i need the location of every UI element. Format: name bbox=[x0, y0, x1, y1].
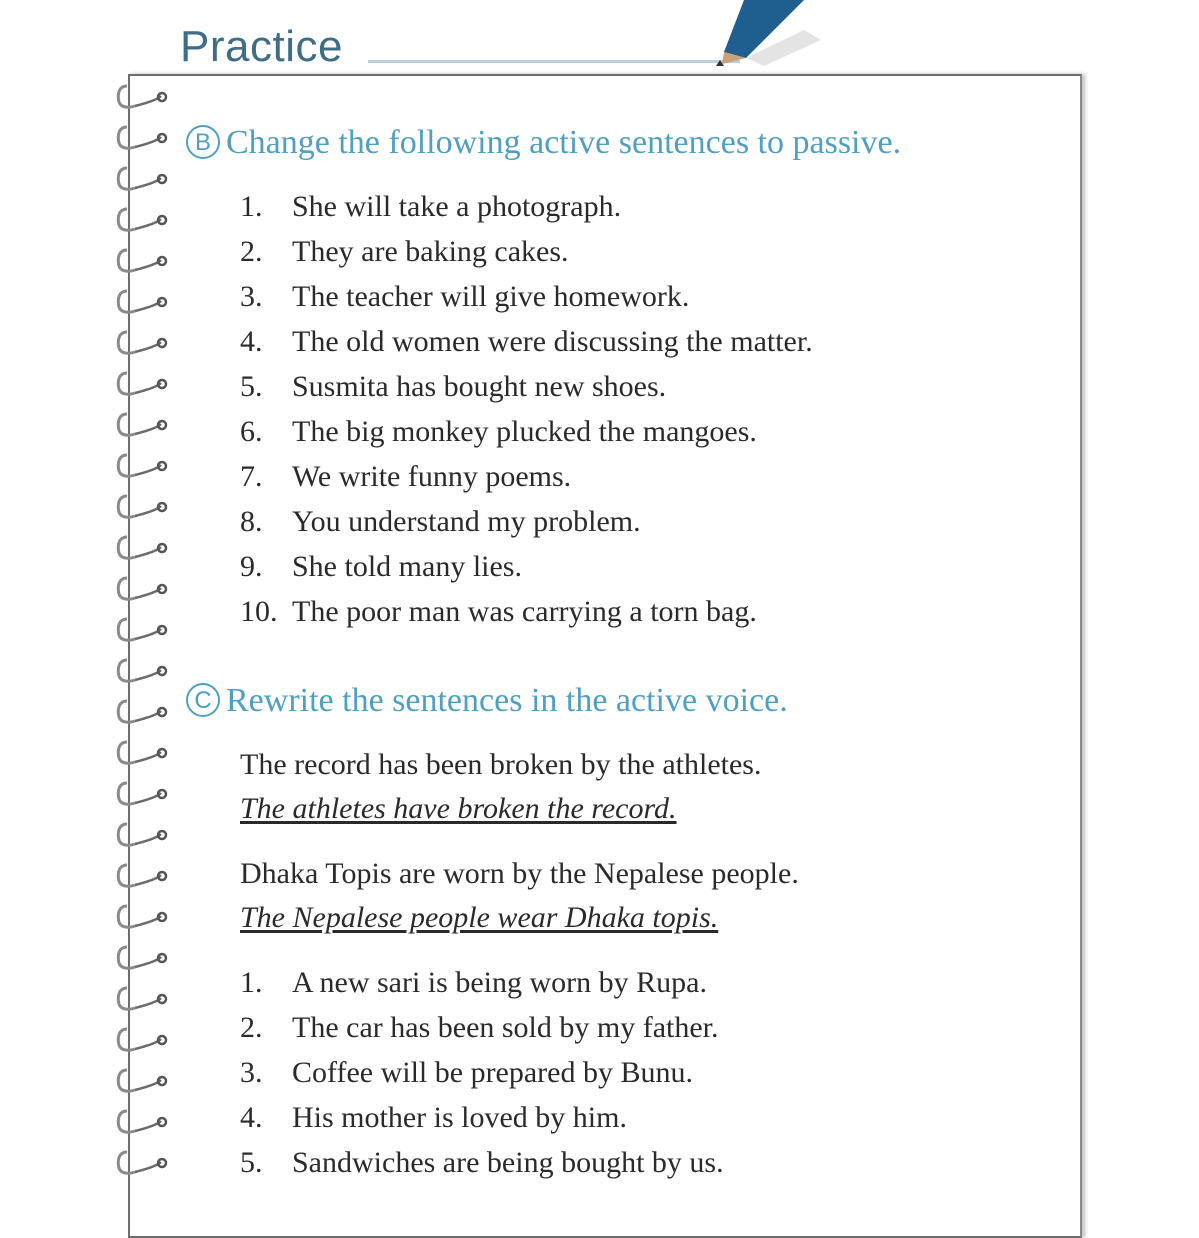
example-answer-2: The Nepalese people wear Dhaka topis. bbox=[240, 901, 719, 934]
section-b-badge: B bbox=[186, 125, 220, 159]
example-answer-1: The athletes have broken the record. bbox=[240, 792, 677, 825]
list-item: 8. You understand my problem. bbox=[240, 505, 641, 538]
list-item: 4. The old women were discussing the matter. bbox=[240, 325, 813, 358]
spiral-ring bbox=[113, 943, 173, 971]
spiral-ring bbox=[113, 287, 173, 315]
spiral-ring bbox=[113, 123, 173, 151]
list-item: 4. His mother is loved by him. bbox=[240, 1101, 627, 1134]
spiral-ring bbox=[113, 861, 173, 889]
spiral-ring bbox=[113, 1066, 173, 1094]
spiral-ring bbox=[113, 205, 173, 233]
spiral-ring bbox=[113, 1107, 173, 1135]
list-item: 3. Coffee will be prepared by Bunu. bbox=[240, 1056, 694, 1089]
list-item: 6. The big monkey plucked the mangoes. bbox=[240, 415, 757, 448]
section-c-badge: C bbox=[186, 683, 220, 717]
list-item: 10. The poor man was carrying a torn bag. bbox=[240, 595, 757, 628]
page-title: Practice bbox=[180, 22, 343, 71]
pencil-icon bbox=[706, 0, 826, 70]
spiral-ring bbox=[113, 574, 173, 602]
example-question-1: The record has been broken by the athletes. bbox=[240, 748, 762, 781]
spiral-ring bbox=[113, 410, 173, 438]
list-item: 2. The car has been sold by my father. bbox=[240, 1011, 719, 1044]
spiral-ring bbox=[113, 1148, 173, 1176]
list-item: 2. They are baking cakes. bbox=[240, 235, 569, 268]
spiral-ring bbox=[113, 82, 173, 110]
spiral-ring bbox=[113, 1025, 173, 1053]
spiral-ring bbox=[113, 533, 173, 561]
list-item: 5. Susmita has bought new shoes. bbox=[240, 370, 667, 403]
spiral-ring bbox=[113, 656, 173, 684]
list-item: 5. Sandwiches are being bought by us. bbox=[240, 1146, 724, 1179]
spiral-ring bbox=[113, 820, 173, 848]
spiral-ring bbox=[113, 902, 173, 930]
spiral-ring bbox=[113, 615, 173, 643]
spiral-ring bbox=[113, 779, 173, 807]
spiral-ring bbox=[113, 246, 173, 274]
spiral-ring bbox=[113, 164, 173, 192]
spiral-ring bbox=[113, 369, 173, 397]
list-item: 9. She told many lies. bbox=[240, 550, 522, 583]
list-item: 3. The teacher will give homework. bbox=[240, 280, 690, 313]
section-c-heading-text: Rewrite the sentences in the active voice. bbox=[226, 682, 788, 719]
spiral-ring bbox=[113, 738, 173, 766]
section-b-heading bbox=[186, 124, 901, 162]
spiral-ring bbox=[113, 328, 173, 356]
section-b-list bbox=[240, 190, 813, 640]
list-item: 1. A new sari is being worn by Rupa. bbox=[240, 966, 707, 999]
list-item: 1. She will take a photograph. bbox=[240, 190, 622, 223]
spiral-ring bbox=[113, 697, 173, 725]
list-item: 7. We write funny poems. bbox=[240, 460, 572, 493]
section-b-heading-text: Change the following active sentences to passive. bbox=[226, 124, 902, 161]
title-underline bbox=[368, 60, 740, 63]
example-question-2: Dhaka Topis are worn by the Nepalese people. bbox=[240, 857, 799, 890]
spiral-ring bbox=[113, 492, 173, 520]
section-c-heading bbox=[186, 682, 788, 720]
spiral-ring bbox=[113, 984, 173, 1012]
spiral-ring bbox=[113, 451, 173, 479]
section-c-list bbox=[240, 966, 724, 1191]
